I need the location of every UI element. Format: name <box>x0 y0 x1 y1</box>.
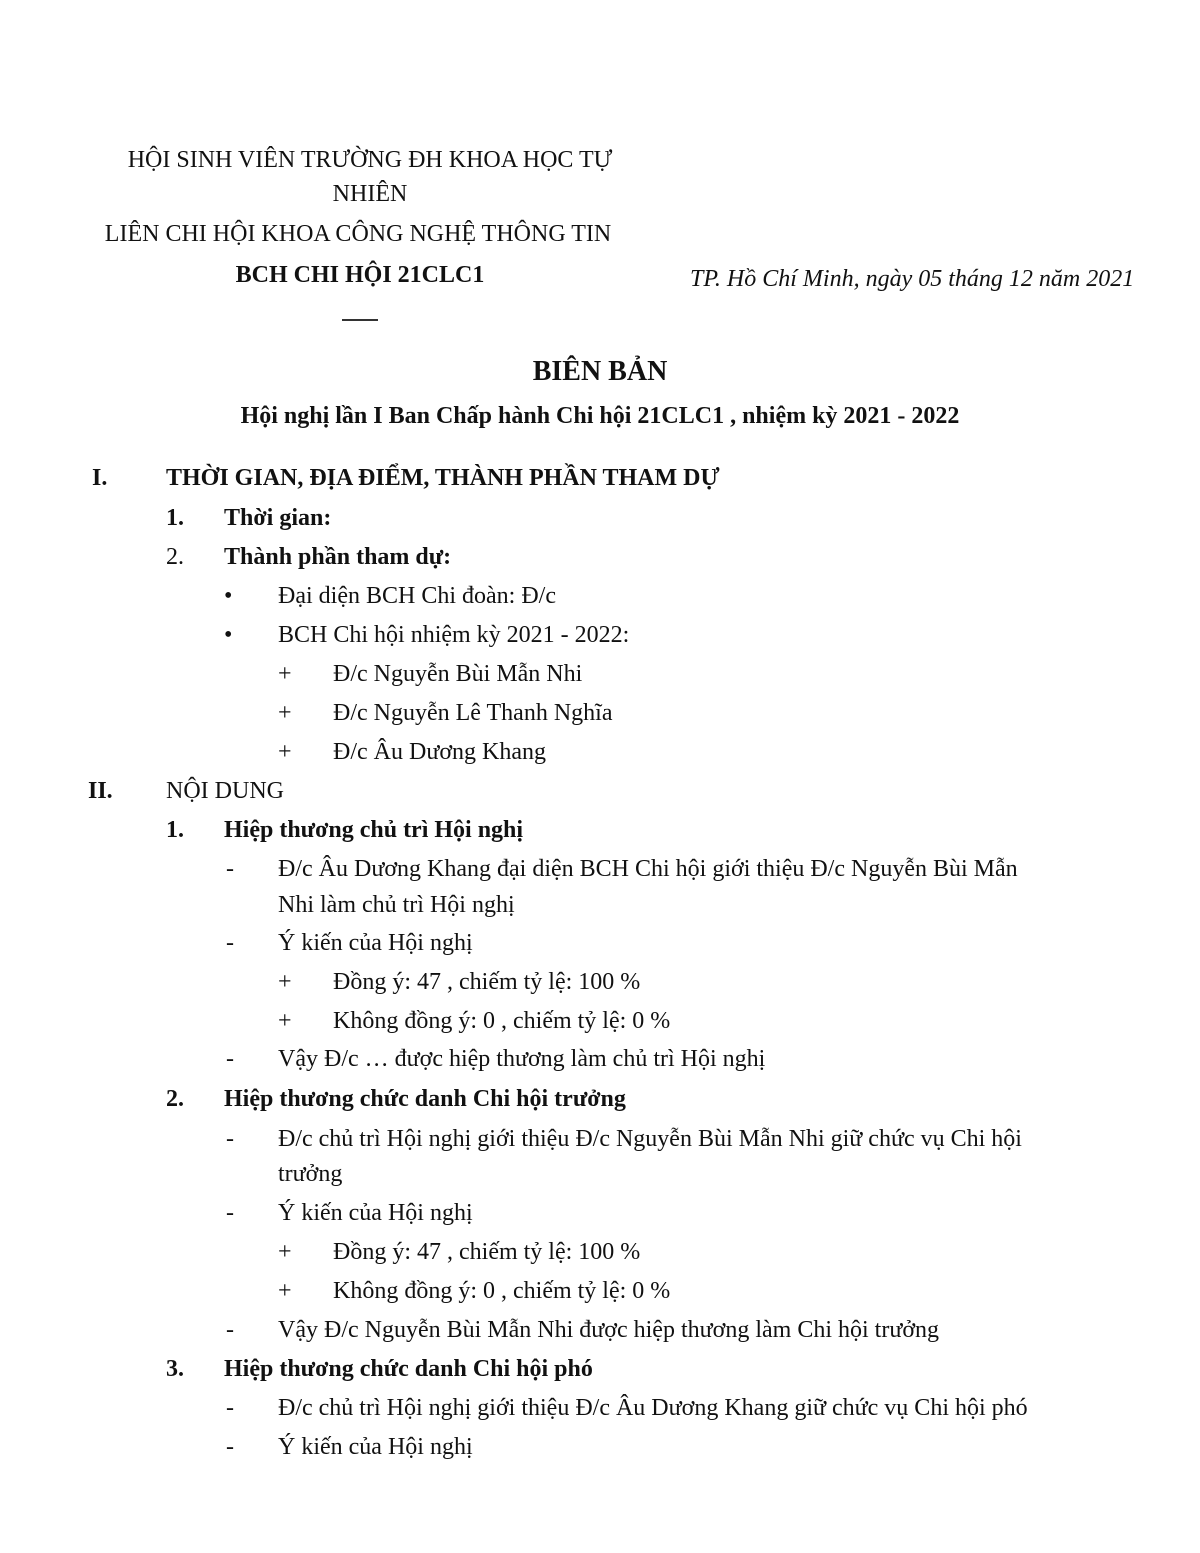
section-numeral: I. <box>92 465 108 491</box>
item-number: 3. <box>166 1356 184 1382</box>
list-item: Đại diện BCH Chi đoàn: Đ/c <box>278 583 556 609</box>
org-name-line1: HỘI SINH VIÊN TRƯỜNG ĐH KHOA HỌC TỰ <box>127 147 613 173</box>
org-name-line2: NHIÊN <box>332 181 408 207</box>
plus-icon: + <box>278 1278 292 1304</box>
list-item: Ý kiến của Hội nghị <box>278 1434 473 1460</box>
bullet-icon: • <box>224 583 233 609</box>
subsection-heading: Hiệp thương chức danh Chi hội phó <box>224 1356 593 1382</box>
paragraph-line: Đ/c chủ trì Hội nghị giới thiệu Đ/c Âu Dương Khang giữ chức vụ Chi hội phó <box>278 1395 1028 1421</box>
item-attendees-label: Thành phần tham dự: <box>224 544 452 570</box>
dash-icon: - <box>226 856 234 882</box>
section-heading: THỜI GIAN, ĐỊA ĐIỂM, THÀNH PHẦN THAM DỰ <box>166 465 720 491</box>
dash-icon: - <box>226 1046 234 1072</box>
dash-icon: - <box>226 1126 234 1152</box>
member-item: Đ/c Nguyễn Lê Thanh Nghĩa <box>333 700 613 726</box>
plus-icon: + <box>278 1008 292 1034</box>
paragraph-line: Nhi làm chủ trì Hội nghị <box>278 892 515 918</box>
item-number: 2. <box>166 1086 184 1112</box>
paragraph-line: Đ/c Âu Dương Khang đại diện BCH Chi hội giới thiệu Đ/c Nguyễn Bùi Mẫn <box>278 856 1018 882</box>
org-department: LIÊN CHI HỘI KHOA CÔNG NGHỆ THÔNG TIN <box>104 221 612 247</box>
paragraph-line: Đ/c chủ trì Hội nghị giới thiệu Đ/c Nguyễn Bùi Mẫn Nhi giữ chức vụ Chi hội <box>278 1126 1022 1152</box>
member-item: Đ/c Nguyễn Bùi Mẫn Nhi <box>333 661 583 687</box>
list-item: Ý kiến của Hội nghị <box>278 1200 473 1226</box>
vote-agree: Đồng ý: 47 , chiếm tỷ lệ: 100 % <box>333 1239 641 1265</box>
list-item: BCH Chi hội nhiệm kỳ 2021 - 2022: <box>278 622 630 648</box>
dash-icon: - <box>226 930 234 956</box>
dash-icon: - <box>226 1434 234 1460</box>
dash-icon: - <box>226 1395 234 1421</box>
vote-disagree: Không đồng ý: 0 , chiếm tỷ lệ: 0 % <box>333 1278 671 1304</box>
bullet-icon: • <box>224 622 233 648</box>
plus-icon: + <box>278 1239 292 1265</box>
subsection-heading: Hiệp thương chủ trì Hội nghị <box>224 817 524 843</box>
conclusion: Vậy Đ/c Nguyễn Bùi Mẫn Nhi được hiệp thương làm Chi hội trưởng <box>278 1317 940 1343</box>
document-subtitle: Hội nghị lần I Ban Chấp hành Chi hội 21CLC1 , nhiệm kỳ 2021 - 2022 <box>240 403 960 429</box>
subsection-heading: Hiệp thương chức danh Chi hội trưởng <box>224 1086 626 1112</box>
dash-icon: - <box>226 1200 234 1226</box>
item-number: 2. <box>166 544 184 570</box>
plus-icon: + <box>278 739 292 765</box>
section-heading: NỘI DUNG <box>166 778 284 804</box>
plus-icon: + <box>278 700 292 726</box>
place-date: TP. Hồ Chí Minh, ngày 05 tháng 12 năm 2021 <box>690 266 1135 292</box>
paragraph-line: trưởng <box>278 1161 343 1187</box>
plus-icon: + <box>278 969 292 995</box>
item-number: 1. <box>166 817 184 843</box>
document-title: BIÊN BẢN <box>532 356 668 387</box>
header-divider <box>342 319 378 321</box>
item-time-label: Thời gian: <box>224 505 332 531</box>
dash-icon: - <box>226 1317 234 1343</box>
section-numeral: II. <box>88 778 113 804</box>
plus-icon: + <box>278 661 292 687</box>
member-item: Đ/c Âu Dương Khang <box>333 739 546 765</box>
vote-disagree: Không đồng ý: 0 , chiếm tỷ lệ: 0 % <box>333 1008 671 1034</box>
item-number: 1. <box>166 505 184 531</box>
list-item: Ý kiến của Hội nghị <box>278 930 473 956</box>
vote-agree: Đồng ý: 47 , chiếm tỷ lệ: 100 % <box>333 969 641 995</box>
org-branch: BCH CHI HỘI 21CLC1 <box>235 262 485 288</box>
conclusion: Vậy Đ/c … được hiệp thương làm chủ trì Hội nghị <box>278 1046 766 1072</box>
